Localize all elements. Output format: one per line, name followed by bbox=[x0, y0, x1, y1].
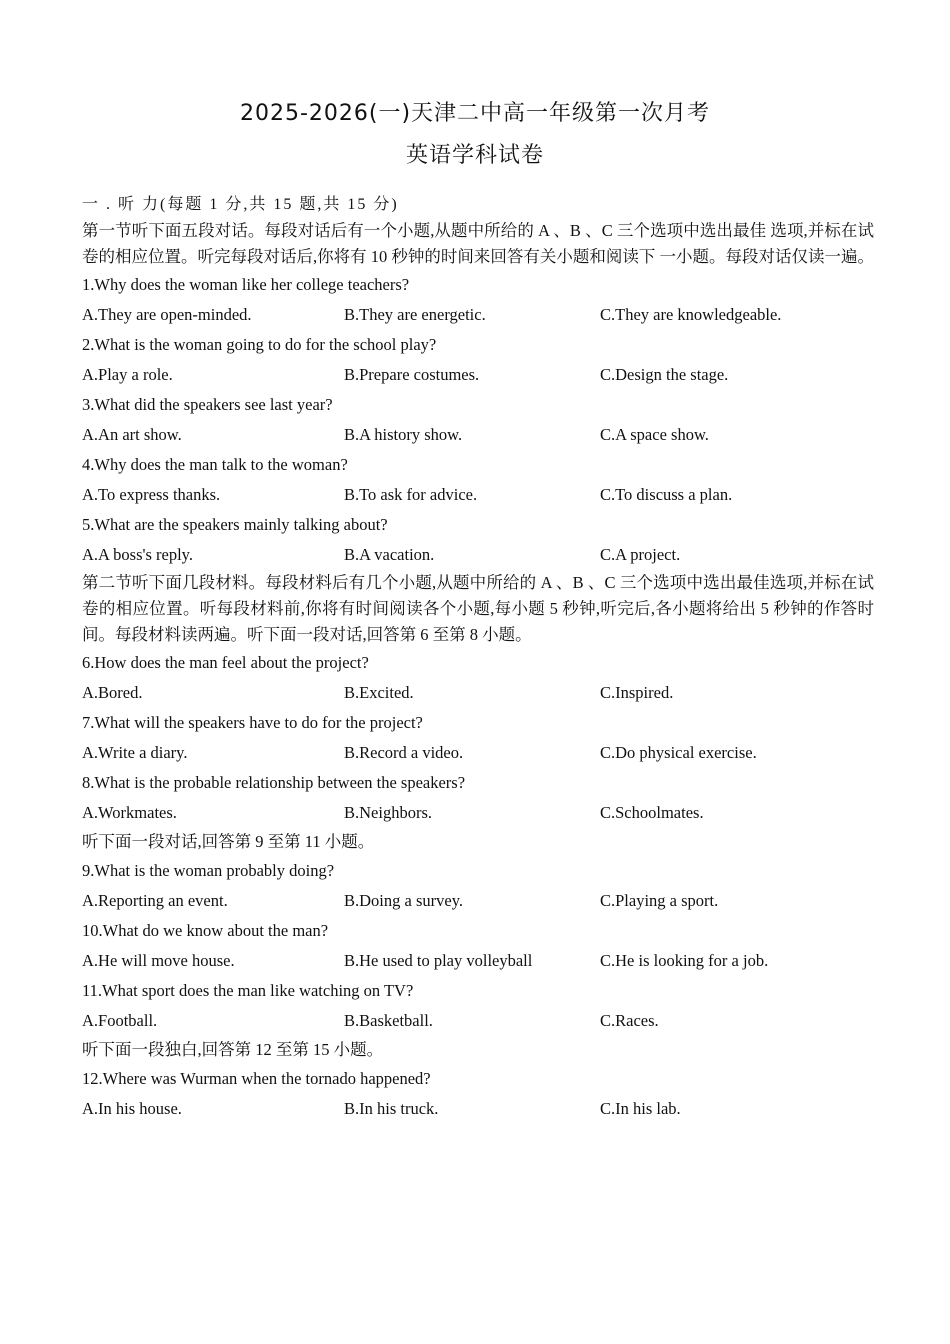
question-block bbox=[82, 330, 874, 390]
option-b: B.A vacation. bbox=[344, 545, 435, 564]
question-options bbox=[82, 420, 874, 450]
part2-instructions: 第二节听下面几段材料。每段材料后有几个小题,从题中所给的 A 、B 、C 三个选项中选出最佳选项,并标在试卷的相应位置。听每段材料前,你将有时间阅读各个小题,每小题 5 秒钟,听完后,各小题将给出 5 秒钟的作答时间。每段材料读两遍。听下面一段对话,回答第 6 至第 8 小题。 bbox=[82, 573, 874, 644]
question-options bbox=[82, 738, 874, 768]
option-a: A.Write a diary. bbox=[82, 743, 188, 762]
question-block bbox=[82, 1064, 874, 1124]
section-heading: 一 . 听 力(每题 1 分,共 15 题,共 15 分) bbox=[82, 196, 399, 213]
option-c: C.A project. bbox=[600, 545, 681, 564]
option-a: A.Play a role. bbox=[82, 365, 173, 384]
question-text: 5.What are the speakers mainly talking about? bbox=[82, 515, 388, 534]
listening-note: 听下面一段独白,回答第 12 至第 15 小题。 bbox=[82, 1040, 384, 1059]
option-b: B.He used to play volleyball bbox=[344, 951, 533, 970]
exam-subtitle: 英语学科试卷 bbox=[405, 143, 544, 168]
option-b: B.In his truck. bbox=[344, 1099, 439, 1118]
question-text: 10.What do we know about the man? bbox=[82, 921, 329, 940]
option-c: C.Inspired. bbox=[600, 683, 674, 702]
option-a: A.Bored. bbox=[82, 683, 143, 702]
exam-content bbox=[82, 192, 874, 1124]
question-block bbox=[82, 708, 874, 768]
option-a: A.Football. bbox=[82, 1011, 158, 1030]
question-block bbox=[82, 916, 874, 976]
option-c: C.Races. bbox=[600, 1011, 659, 1030]
question-text: 11.What sport does the man like watching on TV? bbox=[82, 981, 414, 1000]
option-a: A.In his house. bbox=[82, 1099, 182, 1118]
question-options bbox=[82, 886, 874, 916]
question-block bbox=[82, 856, 874, 916]
option-a: A.To express thanks. bbox=[82, 485, 221, 504]
option-a: A.Reporting an event. bbox=[82, 891, 228, 910]
question-block bbox=[82, 768, 874, 828]
option-c: C.Do physical exercise. bbox=[600, 743, 757, 762]
option-b: B.Neighbors. bbox=[344, 803, 432, 822]
option-c: C.Design the stage. bbox=[600, 365, 729, 384]
option-a: A.An art show. bbox=[82, 425, 182, 444]
question-options bbox=[82, 480, 874, 510]
listening-note: 听下面一段对话,回答第 9 至第 11 小题。 bbox=[82, 832, 375, 851]
option-b: B.They are energetic. bbox=[344, 305, 486, 324]
part1-instructions: 第一节听下面五段对话。每段对话后有一个小题,从题中所给的 A 、B 、C 三个选项中选出最佳 选项,并标在试卷的相应位置。听完每段对话后,你将有 10 秒钟的时间来回答有关小题和阅读下 一小题。每段对话仅读一遍。 bbox=[82, 221, 874, 266]
question-text: 8.What is the probable relationship between the speakers? bbox=[82, 773, 466, 792]
question-options bbox=[82, 300, 874, 330]
option-b: B.Basketball. bbox=[344, 1011, 433, 1030]
question-options bbox=[82, 540, 874, 570]
option-c: C.In his lab. bbox=[600, 1099, 681, 1118]
option-c: C.A space show. bbox=[600, 425, 709, 444]
option-c: C.To discuss a plan. bbox=[600, 485, 733, 504]
option-c: C.Playing a sport. bbox=[600, 891, 719, 910]
question-options bbox=[82, 678, 874, 708]
option-b: B.Prepare costumes. bbox=[344, 365, 480, 384]
option-a: A.They are open-minded. bbox=[82, 305, 252, 324]
option-c: C.He is looking for a job. bbox=[600, 951, 769, 970]
option-a: A.He will move house. bbox=[82, 951, 235, 970]
question-block bbox=[82, 976, 874, 1036]
option-a: A.Workmates. bbox=[82, 803, 177, 822]
question-block bbox=[82, 450, 874, 510]
question-options bbox=[82, 360, 874, 390]
question-text: 6.How does the man feel about the project? bbox=[82, 653, 369, 672]
option-c: C.They are knowledgeable. bbox=[600, 305, 782, 324]
option-b: B.Doing a survey. bbox=[344, 891, 463, 910]
option-b: B.Record a video. bbox=[344, 743, 464, 762]
question-options bbox=[82, 946, 874, 976]
option-b: B.A history show. bbox=[344, 425, 463, 444]
question-block bbox=[82, 510, 874, 570]
question-block bbox=[82, 390, 874, 450]
question-text: 12.Where was Wurman when the tornado happened? bbox=[82, 1069, 431, 1088]
option-b: B.Excited. bbox=[344, 683, 414, 702]
question-text: 4.Why does the man talk to the woman? bbox=[82, 455, 348, 474]
question-options bbox=[82, 798, 874, 828]
option-c: C.Schoolmates. bbox=[600, 803, 704, 822]
question-options bbox=[82, 1094, 874, 1124]
question-block bbox=[82, 270, 874, 330]
question-text: 7.What will the speakers have to do for the project? bbox=[82, 713, 423, 732]
option-a: A.A boss's reply. bbox=[82, 545, 193, 564]
question-text: 9.What is the woman probably doing? bbox=[82, 861, 335, 880]
question-text: 2.What is the woman going to do for the school play? bbox=[82, 335, 437, 354]
exam-title: 2025-2026(一)天津二中高一年级第一次月考 bbox=[239, 101, 711, 126]
question-block bbox=[82, 648, 874, 708]
option-b: B.To ask for advice. bbox=[344, 485, 478, 504]
question-text: 3.What did the speakers see last year? bbox=[82, 395, 333, 414]
question-options bbox=[82, 1006, 874, 1036]
question-text: 1.Why does the woman like her college teachers? bbox=[82, 275, 410, 294]
